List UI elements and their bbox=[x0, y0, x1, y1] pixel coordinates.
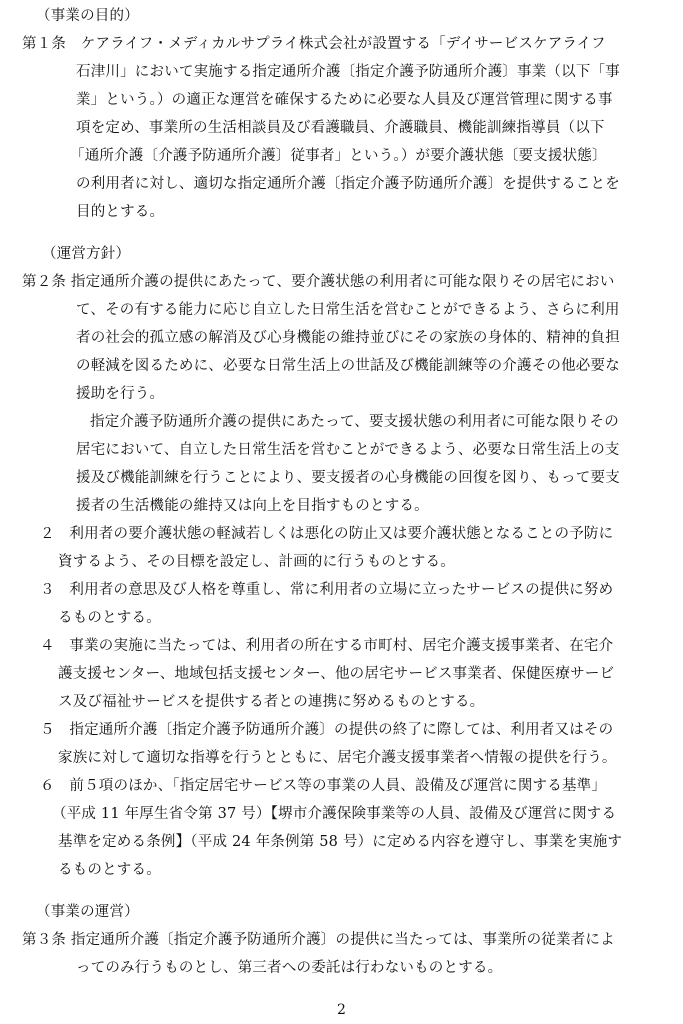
article-2-line: 資するよう、その目標を設定し、計画的に行うものとする。 bbox=[58, 554, 455, 570]
article-1-line: 石津川」において実施する指定通所介護〔指定介護予防通所介護〕事業（以下「事 bbox=[76, 64, 620, 80]
article-2-line: 家族に対して適切な指導を行うとともに、居宅介護支援事業者へ情報の提供を行う。 bbox=[58, 750, 617, 766]
article-2-line: ６ 前５項のほか、「指定居宅サービス等の事業の人員、設備及び運営に関する基準」 bbox=[40, 778, 607, 794]
section-heading-purpose: （事業の目的） bbox=[36, 8, 139, 24]
article-2-line: 基準を定める条例】（平成 24 年条例第 58 号）に定める内容を遵守し、事業を実施す bbox=[58, 834, 623, 850]
page-number: 2 bbox=[337, 1002, 346, 1018]
section-heading-policy: （運営方針） bbox=[42, 246, 131, 262]
article-2-line: の軽減を図るために、必要な日常生活上の世話及び機能訓練等の介護その他必要な bbox=[76, 358, 620, 374]
article-2-line: ４ 事業の実施に当たっては、利用者の所在する市町村、居宅介護支援事業者、在宅介 bbox=[40, 638, 614, 654]
article-2-line: （平成 11 年厚生省令第 37 号）【堺市介護保険事業等の人員、設備及び運営に関する bbox=[52, 806, 617, 822]
article-2-line: 援及び機能訓練を行うことにより、要支援者の心身機能の回復を図り、もって要支 bbox=[76, 470, 620, 486]
article-2-line: ２ 利用者の要介護状態の軽減若しくは悪化の防止又は要介護状態となることの予防に bbox=[40, 526, 614, 542]
article-2-line: ５ 指定通所介護〔指定介護予防通所介護〕の提供の終了に際しては、利用者又はその bbox=[40, 722, 614, 738]
article-1-line: 項を定め、事業所の生活相談員及び看護職員、介護職員、機能訓練指導員（以下 bbox=[76, 120, 605, 136]
article-2-line: るものとする。 bbox=[58, 862, 161, 878]
section-heading-operation: （事業の運営） bbox=[36, 904, 139, 920]
article-1-line: 第１条 ケアライフ・メディカルサプライ株式会社が設置する「デイサービスケアライフ bbox=[22, 36, 606, 52]
article-3-line: ってのみ行うものとし、第三者への委託は行わないものとする。 bbox=[76, 960, 503, 976]
article-2-line: 居宅において、自立した日常生活を営むことができるよう、必要な日常生活上の支 bbox=[76, 442, 620, 458]
article-2-line: ３ 利用者の意思及び人格を尊重し、常に利用者の立場に立ったサービスの提供に努め bbox=[40, 582, 614, 598]
article-3-line: 第３条 指定通所介護〔指定介護予防通所介護〕の提供に当たっては、事業所の従業者によ bbox=[22, 932, 615, 948]
article-1-line: 目的とする。 bbox=[76, 204, 165, 220]
article-1-line: 業」という。）の適正な運営を確保するために必要な人員及び運営管理に関する事 bbox=[76, 92, 613, 108]
article-2-line: 第２条 指定通所介護の提供にあたって、要介護状態の利用者に可能な限りその居宅におい bbox=[22, 274, 615, 290]
article-2-line: 指定介護予防通所介護の提供にあたって、要支援状態の利用者に可能な限りその bbox=[90, 414, 619, 430]
article-1-line: の利用者に対し、適切な指定通所介護〔指定介護予防通所介護〕を提供することを bbox=[76, 176, 620, 192]
article-1-line: 「通所介護〔介護予防通所介護〕従事者」という。）が要介護状態〔要支援状態〕 bbox=[70, 148, 607, 164]
article-2-line: 援助を行う。 bbox=[76, 386, 165, 402]
article-2-line: 護支援センター、地域包括支援センター、他の居宅サービス事業者、保健医療サービ bbox=[58, 666, 615, 682]
article-2-line: ス及び福祉サービスを提供する者との連携に努めるものとする。 bbox=[58, 694, 485, 710]
article-2-line: るものとする。 bbox=[58, 610, 161, 626]
article-2-line: 者の社会的孤立感の解消及び心身機能の維持並びにその家族の身体的、精神的負担 bbox=[76, 330, 620, 346]
article-2-line: 援者の生活機能の維持又は向上を目指すものとする。 bbox=[76, 498, 429, 514]
article-2-line: て、その有する能力に応じ自立した日常生活を営むことができるよう、さらに利用 bbox=[76, 302, 620, 318]
